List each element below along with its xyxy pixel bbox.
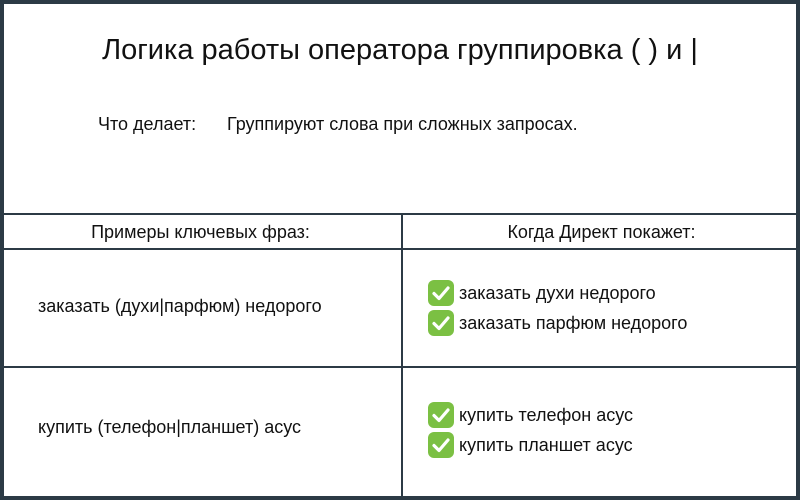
slide-title: Логика работы оператора группировка ( ) и | (102, 34, 698, 66)
check-mark-icon (428, 402, 454, 428)
result-text: купить телефон асус (459, 404, 634, 425)
table-row-divider (0, 366, 800, 368)
result-item (428, 310, 687, 336)
table-column-divider (401, 213, 403, 500)
check-mark-icon (428, 310, 454, 336)
result-item (428, 432, 633, 458)
example-phrase: купить (телефон|планшет) асус (38, 417, 302, 437)
column-header-examples: Примеры ключевых фраз: (91, 222, 310, 242)
result-text: заказать духи недорого (459, 282, 656, 303)
table-top-border (0, 213, 800, 215)
check-mark-icon (428, 280, 454, 306)
result-text: купить планшет асус (459, 434, 633, 455)
table-header-divider (0, 248, 800, 250)
example-phrase: заказать (духи|парфюм) недорого (38, 296, 322, 316)
check-mark-icon (428, 432, 454, 458)
result-item (428, 280, 656, 306)
result-item (428, 402, 633, 428)
column-header-results: Когда Директ покажет: (507, 222, 696, 242)
result-text: заказать парфюм недорого (459, 312, 688, 333)
description-value: Группируют слова при сложных запросах. (227, 114, 578, 134)
description-label: Что делает: (98, 114, 197, 134)
